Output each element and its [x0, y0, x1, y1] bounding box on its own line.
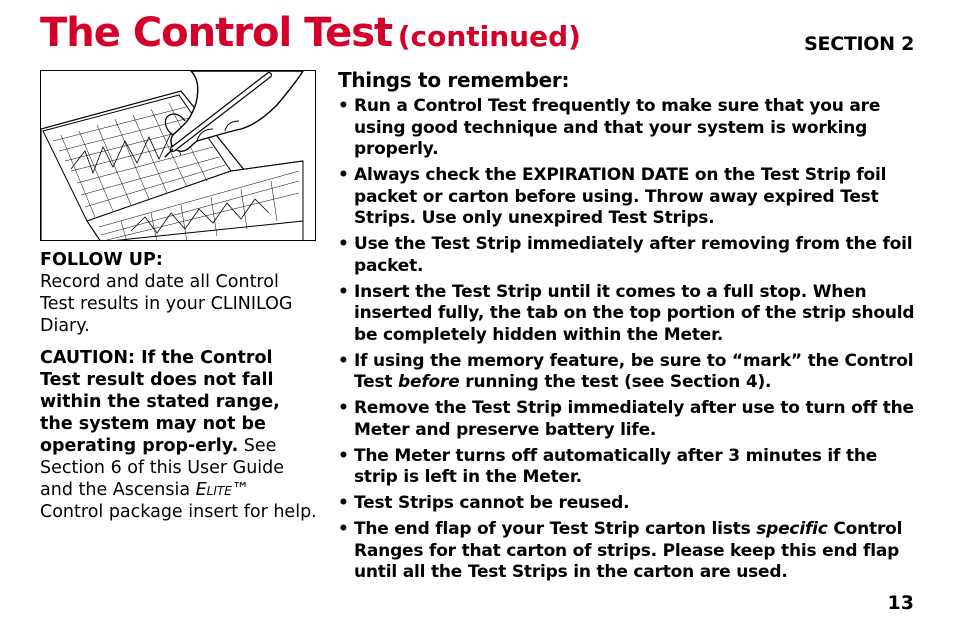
caution-text-1: See Section 6 of this User Guide and the Ascensia [40, 436, 285, 500]
bullet-list [338, 96, 918, 584]
page-number: 13 [887, 592, 914, 614]
bullet-emphasis: specific [756, 519, 828, 539]
bullet-text: The end flap of your Test Strip carton lists [354, 519, 757, 539]
follow-up-text: Record and date all Control Test results in your CLINILOG Diary. [40, 272, 293, 336]
bullet-item [338, 446, 918, 489]
bullet-item [338, 234, 918, 277]
page-title [40, 10, 581, 56]
bullet-item [338, 398, 918, 441]
bullet-text: If using the memory feature, be sure to “mark” the Control Test [354, 350, 914, 392]
caution-text-2: ™ Control package insert for help. [40, 480, 317, 522]
bullet-item [338, 282, 918, 347]
caution-bold-text: CAUTION: If the Control Test result does not fall within the stated range, the system may not be operating prop-erly. [40, 348, 280, 456]
bullet-text: Remove the Test Strip immediately after use to turn off the Meter and preserve battery life. [354, 398, 914, 440]
follow-up-block [40, 249, 318, 337]
bullet-item [338, 96, 918, 161]
follow-up-heading: FOLLOW UP: [40, 250, 163, 270]
section-label: SECTION 2 [804, 33, 914, 55]
things-to-remember-column [338, 68, 918, 588]
bullet-text: Use the Test Strip immediately after removing from the foil packet. [354, 234, 913, 276]
bullet-text: running the test (see Section 4). [459, 372, 772, 392]
things-to-remember-heading: Things to remember: [338, 68, 570, 92]
hand-writing-in-log-book-illustration [40, 70, 316, 241]
bullet-emphasis: before [398, 372, 460, 392]
bullet-text: Test Strips cannot be reused. [354, 493, 630, 513]
caution-elite: Elite [195, 480, 232, 500]
bullet-item [338, 493, 918, 515]
bullet-text: Control Ranges for that carton of strips. Please keep this end flap until all the Test Strips in the carton are used. [354, 519, 903, 582]
follow-up-column [40, 249, 318, 533]
page-title-main: The Control Test [40, 10, 393, 56]
bullet-text: Always check the EXPIRATION DATE on the Test Strip foil packet or carton before using. Throw away expired Test Strips. Use only unexpired Test Strips. [354, 165, 887, 228]
bullet-item [338, 165, 918, 230]
page-title-continued: (continued) [397, 20, 581, 53]
bullet-text: Insert the Test Strip until it comes to a full stop. When inserted fully, the tab on the top portion of the strip should be completely hidden within the Meter. [354, 281, 915, 345]
caution-block [40, 347, 318, 523]
bullet-text: Run a Control Test frequently to make sure that you are using good technique and that your system is working properly. [354, 96, 881, 159]
bullet-item [338, 351, 918, 394]
bullet-text: The Meter turns off automatically after 3 minutes if the strip is left in the Meter. [354, 445, 878, 487]
log-book-drawing [41, 71, 316, 241]
bullet-item [338, 519, 918, 584]
